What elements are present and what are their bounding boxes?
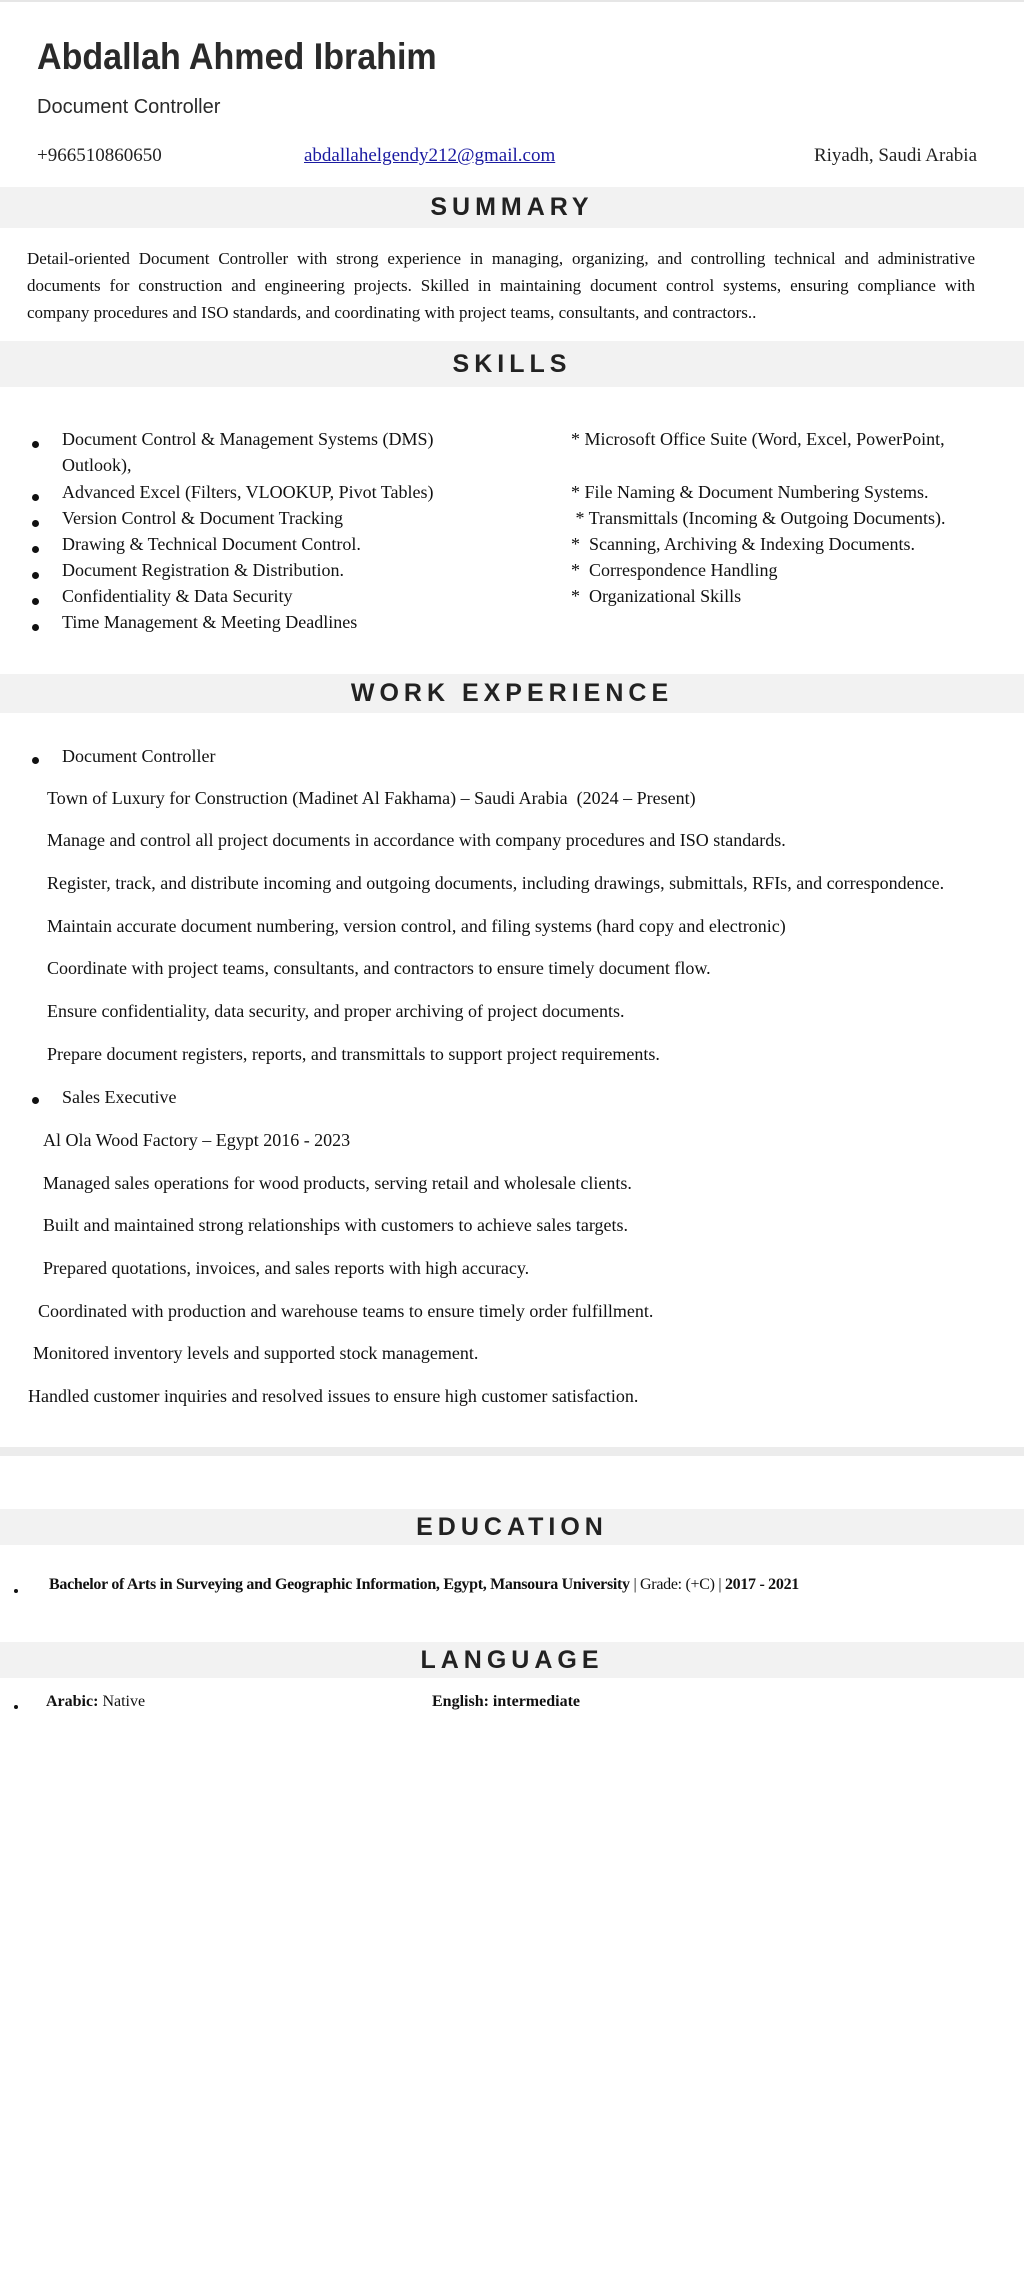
job-duty: Manage and control all project documents in accordance with company procedures and ISO standards. <box>47 830 786 850</box>
bullet-icon <box>32 1097 39 1104</box>
summary-text: Detail-oriented Document Controller with strong experience in managing, organizing, and controlling technical and administrative documents for construction and engineering projects. Skilled in maintaining document control systems, ensuring compliance with company procedures and ISO standards, and coordinating with project teams, consultants, and contractors.. <box>27 249 975 322</box>
education-heading: EDUCATION <box>0 1509 1024 1545</box>
skill-item: Advanced Excel (Filters, VLOOKUP, Pivot Tables) <box>62 482 434 502</box>
job-title: Document Controller <box>62 746 216 766</box>
bullet-icon <box>32 757 39 764</box>
skill-item: Version Control & Document Tracking <box>62 508 343 528</box>
job-duty: Prepare document registers, reports, and transmittals to support project requirements. <box>47 1044 660 1064</box>
language-heading: LANGUAGE <box>0 1642 1024 1678</box>
work-experience-heading: WORK EXPERIENCE <box>0 674 1024 713</box>
bullet-icon <box>32 494 39 501</box>
skill-item: Drawing & Technical Document Control. <box>62 534 361 554</box>
language-english-label: English: <box>432 1693 489 1710</box>
location: Riyadh, Saudi Arabia <box>813 145 977 166</box>
language-arabic-label: Arabic: <box>46 1693 99 1710</box>
job-title: Document Controller <box>37 96 221 118</box>
job-duty: Register, track, and distribute incoming and outgoing documents, including drawings, submittals, RFIs, and correspondence. <box>47 873 945 893</box>
job-duty: Coordinated with production and warehouse teams to ensure timely order fulfillment. <box>38 1301 654 1321</box>
skill-item: * Correspondence Handling <box>571 560 778 580</box>
top-border <box>0 0 1024 2</box>
job-company: Town of Luxury for Construction (Madinet Al Fakhama) – Saudi Arabia (2024 – Present) <box>47 788 696 808</box>
job-duty: Monitored inventory levels and supported stock management. <box>33 1343 479 1363</box>
grade: | Grade: (+C) | <box>633 1576 722 1593</box>
skill-item-cont: Outlook), <box>62 455 132 475</box>
skill-item: * Scanning, Archiving & Indexing Documents. <box>571 534 915 554</box>
bullet-icon <box>14 1705 18 1709</box>
bullet-icon <box>32 520 39 527</box>
skill-item: Time Management & Meeting Deadlines <box>62 612 358 632</box>
summary-heading: SUMMARY <box>0 187 1024 228</box>
skill-item: Document Registration & Distribution. <box>62 560 344 580</box>
section-divider <box>0 1447 1024 1456</box>
job-company: Al Ola Wood Factory – Egypt 2016 - 2023 <box>43 1130 351 1150</box>
skill-item: Document Control & Management Systems (DMS) <box>62 429 434 449</box>
job-duty: Ensure confidentiality, data security, and proper archiving of project documents. <box>47 1001 625 1021</box>
bullet-icon <box>32 441 39 448</box>
job-duty: Maintain accurate document numbering, version control, and filing systems (hard copy and electronic) <box>47 916 786 936</box>
skills-heading: SKILLS <box>0 341 1024 387</box>
bullet-icon <box>32 572 39 579</box>
phone: +966510860650 <box>37 145 162 166</box>
bullet-icon <box>32 598 39 605</box>
skill-item: * File Naming & Document Numbering Systems. <box>571 482 929 502</box>
job-duty: Coordinate with project teams, consultants, and contractors to ensure timely document flow. <box>47 958 711 978</box>
bullet-icon <box>32 546 39 553</box>
skill-item: * Transmittals (Incoming & Outgoing Documents). <box>571 508 946 528</box>
job-duty: Managed sales operations for wood products, serving retail and wholesale clients. <box>43 1173 632 1193</box>
bullet-icon <box>14 1589 18 1593</box>
job-duty: Prepared quotations, invoices, and sales reports with high accuracy. <box>43 1258 530 1278</box>
job-duty: Built and maintained strong relationships with customers to achieve sales targets. <box>43 1215 629 1235</box>
skill-item: * Microsoft Office Suite (Word, Excel, PowerPoint, <box>571 429 945 449</box>
email-link[interactable]: abdallahelgendy212@gmail.com <box>304 145 556 166</box>
language-arabic-level: Native <box>102 1693 146 1710</box>
bullet-icon <box>32 624 39 631</box>
skill-item: Confidentiality & Data Security <box>62 586 293 606</box>
language-english-level: intermediate <box>492 1693 580 1710</box>
education-years: 2017 - 2021 <box>724 1576 799 1593</box>
job-title: Sales Executive <box>62 1087 177 1107</box>
skill-item: * Organizational Skills <box>571 586 742 606</box>
degree: Bachelor of Arts in Surveying and Geographic Information, Egypt, Mansoura University <box>49 1576 630 1593</box>
candidate-name: Abdallah Ahmed Ibrahim <box>37 36 437 77</box>
job-duty: Handled customer inquiries and resolved issues to ensure high customer satisfaction. <box>28 1386 639 1406</box>
